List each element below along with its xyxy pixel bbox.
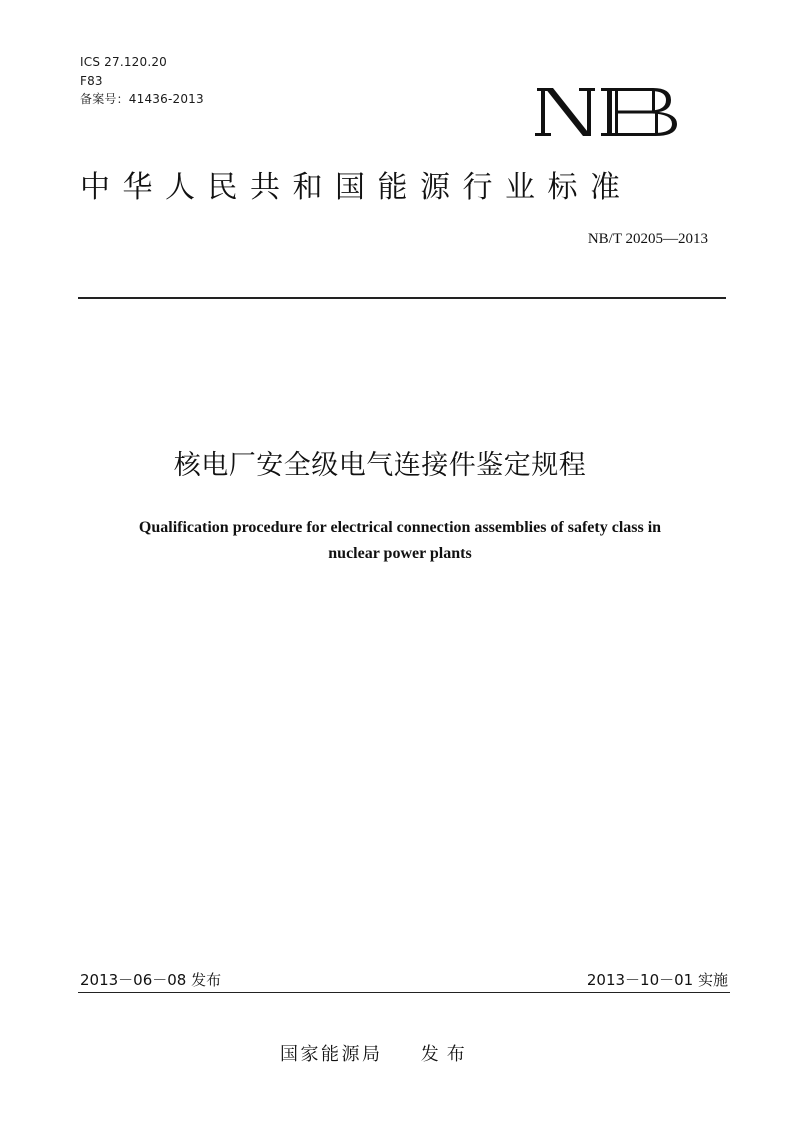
standard-number: NB/T 20205—2013 [587,231,708,247]
issuing-org-title: 中华人民共和国能源行业标准 [80,170,633,205]
issue-label: 发布 [420,1044,473,1065]
chinese-title: 核电厂安全级电气连接件鉴定规程 [173,450,587,481]
ics-code: ICS 27.120.20 [80,55,168,69]
ccs-code: F83 [80,74,103,88]
nb-logo [535,82,685,142]
issue-date: 2013－06－08 发布 [80,971,222,989]
record-number: 备案号：41436-2013 [80,92,204,106]
english-title [40,515,760,567]
footer-divider [78,992,730,993]
issuer-name: 国家能源局 [280,1044,383,1065]
implementation-date: 2013－10－01 实施 [586,971,728,989]
issuer-block [280,1042,473,1068]
english-title-line-2: nuclear power plants [328,545,472,562]
english-title-line-1: Qualification procedure for electrical connection assemblies of safety class in [138,519,662,536]
header-divider [78,297,726,299]
